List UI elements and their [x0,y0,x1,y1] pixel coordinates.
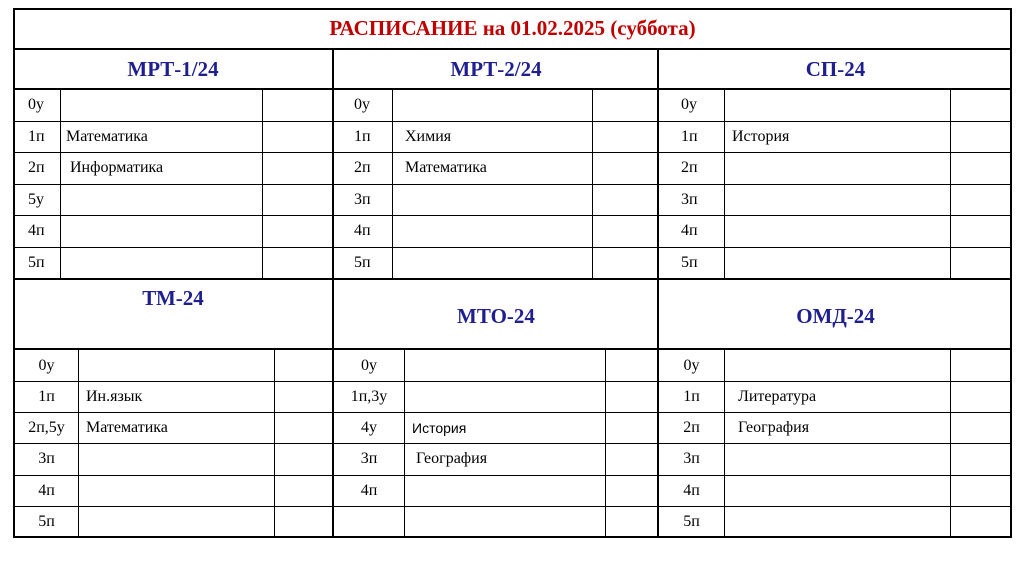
subject-cell: География [416,449,488,467]
slot-cell: 0у [354,95,370,113]
subject-cell: Математика [86,418,168,436]
divider [13,475,1012,476]
group-header-sp-24: СП-24 [805,56,866,81]
divider [13,215,1012,216]
slot-cell: 4п [38,481,55,499]
subject-cell: Ин.язык [86,387,143,405]
slot-cell: 5п [38,512,55,530]
group-header-omd-24: ОМД-24 [796,303,875,328]
slot-cell: 2п,5у [28,418,65,436]
slot-cell [334,506,404,537]
slot-cell: 5п [354,253,371,271]
divider [950,88,951,279]
slot-cell: 4у [361,418,377,436]
group-header-mrt-1-24: МРТ-1/24 [127,56,219,81]
slot-cell: 5у [28,190,44,208]
slot-cell: 3п [38,449,55,467]
subject-cell: Информатика [70,158,164,176]
slot-cell: 5п [28,253,45,271]
group-header-mrt-2-24: МРТ-2/24 [450,56,542,81]
divider [13,381,1012,382]
group-header-tm-24: ТМ-24 [142,286,204,310]
divider [60,88,61,279]
subject-cell: Математика [66,127,148,145]
divider [13,184,1012,185]
slot-cell: 1п [38,387,55,405]
divider [404,348,405,538]
slot-cell: 3п [681,190,698,208]
slot-cell: 4п [28,221,45,239]
slot-cell: 1п,3у [350,387,388,405]
divider [13,121,1012,122]
slot-cell: 2п [683,418,700,436]
subject-cell: Литература [738,387,817,405]
slot-cell: 2п [681,158,698,176]
subject-cell: История [732,127,790,145]
slot-cell: 2п [28,158,45,176]
slot-cell: 1п [354,127,371,145]
slot-cell: 5п [683,512,700,530]
slot-cell: 4п [681,221,698,239]
divider [724,88,725,279]
slot-cell: 3п [354,190,371,208]
slot-cell: 3п [683,449,700,467]
slot-cell: 0у [38,356,55,374]
slot-cell: 4п [683,481,700,499]
divider [13,247,1012,248]
slot-cell: 0у [681,95,697,113]
divider [78,348,79,538]
group-header-mto-24: МТО-24 [457,303,535,328]
subject-cell: История [412,419,467,436]
subject-cell: География [738,418,810,436]
divider [274,348,275,538]
divider [262,88,263,279]
page-title: РАСПИСАНИЕ на 01.02.2025 (суббота) [329,16,696,40]
slot-cell: 1п [681,127,698,145]
slot-cell: 2п [354,158,371,176]
divider [392,88,393,279]
divider [950,348,951,538]
divider [13,443,1012,444]
divider [13,506,1012,507]
divider [592,88,593,279]
slot-cell: 5п [681,253,698,271]
slot-cell: 4п [354,221,371,239]
slot-cell: 1п [683,387,700,405]
slot-cell: 0у [28,95,44,113]
divider [724,348,725,538]
slot-cell: 0у [361,356,377,374]
subject-cell: Химия [405,127,452,145]
subject-cell: Математика [405,158,487,176]
divider [13,88,1012,90]
slot-cell: 3п [360,449,378,467]
divider [13,348,1012,350]
slot-cell: 1п [28,127,45,145]
slot-cell: 4п [360,481,378,499]
slot-cell: 0у [683,356,700,374]
divider [605,348,606,538]
